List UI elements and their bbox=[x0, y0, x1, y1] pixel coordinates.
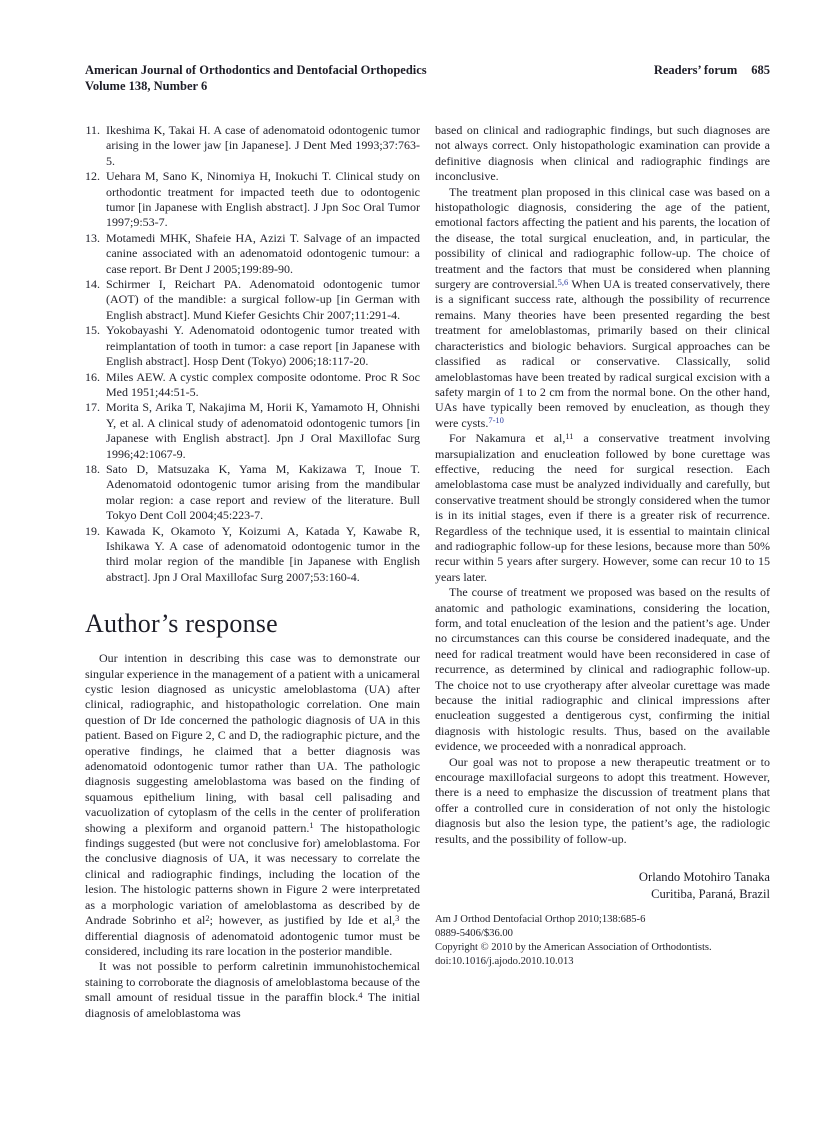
two-column-body bbox=[85, 123, 770, 1021]
reference-item bbox=[85, 370, 420, 401]
reference-text: Morita S, Arika T, Nakajima M, Horii K, Yamamoto H, Ohnishi Y, et al. A clinical study of adenomatoid odontogenic tumors [in Japanese with English abstract]. Jpn J Oral Maxillofac Surg 1996;42:1067-9. bbox=[106, 400, 420, 461]
body-paragraph: Our goal was not to propose a new therapeutic treatment or to encourage maxillofacial surgeons to adopt this treatment. However, there is a need to emphasize the discussion of treatment plans that offer a controlled cure in consideration of not only the histologic diagnosis but also the lesion type, the patient’s age, the radiologic results, and the possibility of follow-up. bbox=[435, 754, 770, 846]
reference-number: 12. bbox=[85, 169, 100, 184]
citation-superscript[interactable]: 5,6 bbox=[557, 276, 569, 287]
citation-superscript[interactable]: 7-10 bbox=[488, 415, 504, 426]
imprint-block bbox=[435, 913, 770, 969]
section-and-page bbox=[654, 62, 770, 78]
citation-superscript: 3 bbox=[395, 912, 400, 923]
reference-text: Ikeshima K, Takai H. A case of adenomatoid odontogenic tumor arising in the lower jaw [in Japanese]. J Dent Med 1993;37:763-5. bbox=[106, 123, 420, 168]
citation-superscript: 1 bbox=[309, 820, 314, 831]
signature-block bbox=[435, 869, 770, 902]
reference-list bbox=[85, 123, 420, 585]
reference-number: 18. bbox=[85, 461, 100, 476]
author-response-heading: Author’s response bbox=[85, 609, 278, 639]
body-paragraph: Our intention in describing this case was to demonstrate our singular experience in the management of a patient with a unicameral cystic lesion diagnosed as unicystic ameloblastoma (UA) after clinical, radiographic, and histopathologic correlation. One main question of Dr Ide concerned the pathologic diagnosis of UA in this patient. Based on Figure 2, C and D, the radiographic picture, and the operative findings, he claimed that a better diagnosis was adenomatoid odontogenic tumor rather than UA. The pathologic diagnosis suggesting ameloblastoma was based on the finding of squamous epithelium lining, with basal cell palisading and vacuolization of cytoplasm of the cells in the center of proliferation showing a plexiform and organoid pattern.$^1$ The histopathologic findings suggested (but were not conclusive for) ameloblastoma. For the conclusive diagnosis of UA, it was necessary to correlate the clinical and radiographic findings, including the location of the lesion. The histologic patterns shown in Figure 2 were interpretated as a morphologic variation of ameloblastoma as described by de Andrade Sobrinho et $al^2$; however, as justified by Ide et al,$^3$ the differential diagnosis of adenomatoid adontogenic tumor must be considered, including its rare location in the posterior mandible. bbox=[85, 651, 420, 958]
reference-text: Yokobayashi Y. Adenomatoid odontogenic tumor treated with reimplantation of tooth in tumor: a case report [in Japanese with English abstract]. Hosp Dent (Tokyo) 2006;18:117-20. bbox=[106, 323, 420, 369]
reference-item bbox=[85, 277, 420, 323]
citation-superscript: 4 bbox=[358, 989, 363, 1000]
reference-text: Sato D, Matsuzaka K, Yama M, Kakizawa T, Inoue T. Adenomatoid odontogenic tumor arising from the mandibular molar region: a case report and review of the literature. Bull Tokyo Dent Coll 2004;45:223-7. bbox=[106, 461, 420, 523]
right-column bbox=[435, 123, 770, 1021]
reference-item bbox=[85, 231, 420, 277]
reference-number: 14. bbox=[85, 277, 100, 292]
body-paragraph: It was not possible to perform calretinin immunohistochemical staining to corroborate the diagnosis of ameloblastoma because of the small amount of residual tissue in the paraffin block.$^4$ The initial diagnosis of ameloblastoma was bbox=[85, 959, 420, 1020]
section-title: Readers’ forum bbox=[653, 63, 738, 77]
reference-text: Schirmer I, Reichart PA. Adenomatoid odontogenic tumor (AOT) of the mandible: a surgical follow-up [in German with English abstract]. Mund Kiefer Gesichts Chir 2007;11:291-4. bbox=[106, 277, 420, 322]
signature-author-location: Curitiba, Paraná, Brazil bbox=[651, 886, 770, 901]
reference-number: 13. bbox=[85, 230, 100, 245]
reference-number: 19. bbox=[85, 523, 100, 538]
imprint-line: Am J Orthod Dentofacial Orthop 2010;138:685-6 bbox=[435, 914, 646, 926]
page-number: 685 bbox=[751, 63, 770, 77]
reference-item bbox=[85, 462, 420, 524]
response-body-left bbox=[85, 651, 420, 1021]
body-paragraph: For Nakamura et al,$^{11}$ a conservative treatment involving marsupialization and enucleation followed by bone curettage was effective, reducing the need for surgical resection. Each ameloblastoma case must be analyzed individually and carefully, but conservative treatment should be strongly considered when the tumor is in its initial stages, even if there is a greater risk of recurrence. Regardless of the technique used, it is essential to maintain clinical and radiographic follow-up for these lesions, because more than 50% recur within 5 years after surgery. However, some can recur 10 to 15 years later. bbox=[435, 430, 771, 584]
reference-item bbox=[85, 123, 420, 169]
reference-number: 11. bbox=[85, 123, 100, 137]
body-paragraph: The course of treatment we proposed was based on the results of anatomic and pathologic examinations, considering the location, form, and total enucleation of the lesion and the patient’s age. Under no circumstances can this course be considered inadequate, and the need for radical treatment would have been reconsidered in case of recurrence, as determined by clinical and radiographic follow-up. The choice not to use cryotherapy after alveolar curettage was made because the initial radiographic and clinical impressions after enucleation suggested a dentigerous cyst, confirming the initial diagnosis with histologic results. Thus, based on the available evidence, we proceeded with a nonradical approach. bbox=[435, 585, 770, 754]
reference-item bbox=[85, 400, 420, 462]
left-column bbox=[85, 123, 420, 1021]
imprint-line: Copyright © 2010 by the American Association of Orthodontists. bbox=[435, 942, 712, 954]
imprint-line: doi:10.1016/j.ajodo.2010.10.013 bbox=[435, 956, 574, 968]
body-paragraph: The treatment plan proposed in this clinical case was based on a histopathologic diagnosis, considering the age of the patient, emotional factors affecting the patient and his parents, the location of the disease, the total surgical enucleation, and, in particular, the possibility of clinical and radiographic follow-up. The choice of treatment and the factors that must be considered when planning surgery are controversial.$^{5,6}$ When UA is treated conservatively, there is a significant success rate, although the possibility of recurrence remains. Many theories have been presented regarding the best treatment for ameloblastomas, primarily based on their clinical characteristics and biologic behaviors. Surgical approaches can be classified as radical or conservative. Classically, solid ameloblastomas have been treated by radical surgical excision with a safety margin of 1 to 2 cm from the normal bone. On the other hand, UAs have typically been removed by enucleation, as though they were cysts.$^{7-10}$ bbox=[435, 184, 770, 430]
reference-item bbox=[85, 323, 420, 369]
reference-text: Kawada K, Okamoto Y, Koizumi A, Katada Y, Kawabe R, Ishikawa Y. A case of adenomatoid odontogenic tumor in the third molar region of the mandible [in Japanese with English abstract]. Jpn J Oral Maxillofac Surg 2007;53:160-4. bbox=[106, 523, 420, 584]
citation-superscript: 11 bbox=[565, 430, 574, 441]
imprint-line: 0889-5406/$36.00 bbox=[435, 928, 513, 940]
reference-number: 15. bbox=[85, 323, 100, 338]
reference-item bbox=[85, 169, 420, 231]
signature-author-name: Orlando Motohiro Tanaka bbox=[638, 870, 770, 885]
reference-text: Uehara M, Sano K, Ninomiya H, Inokuchi T. Clinical study on orthodontic treatment for impacted teeth due to odontogenic tumor [in Japanese with English abstract]. J Jpn Soc Oral Tumor 1997;9:53-7. bbox=[106, 169, 420, 230]
reference-text: Motamedi MHK, Shafeie HA, Azizi T. Salvage of an impacted canine associated with an adenomatoid odontogenic tumour: a case report. Br Dent J 2005;199:89-90. bbox=[106, 230, 420, 276]
journal-volume: Volume 138, Number 6 bbox=[85, 79, 208, 93]
citation-superscript: 2 bbox=[205, 912, 210, 923]
reference-text: Miles AEW. A cystic complex composite odontome. Proc R Soc Med 1951;44:51-5. bbox=[106, 369, 420, 399]
body-paragraph: based on clinical and radiographic findings, but such diagnoses are not always correct. Only histopathologic examination can provide a definitive diagnosis when clinical and radiographic findings are inconclusive. bbox=[435, 123, 770, 184]
reference-item bbox=[85, 524, 420, 586]
journal-title: American Journal of Orthodontics and Dentofacial Orthopedics bbox=[85, 63, 427, 77]
reference-number: 16. bbox=[85, 369, 100, 384]
reference-number: 17. bbox=[85, 400, 100, 415]
journal-identification bbox=[85, 62, 427, 94]
response-body-right bbox=[435, 123, 770, 847]
running-head bbox=[85, 62, 770, 94]
